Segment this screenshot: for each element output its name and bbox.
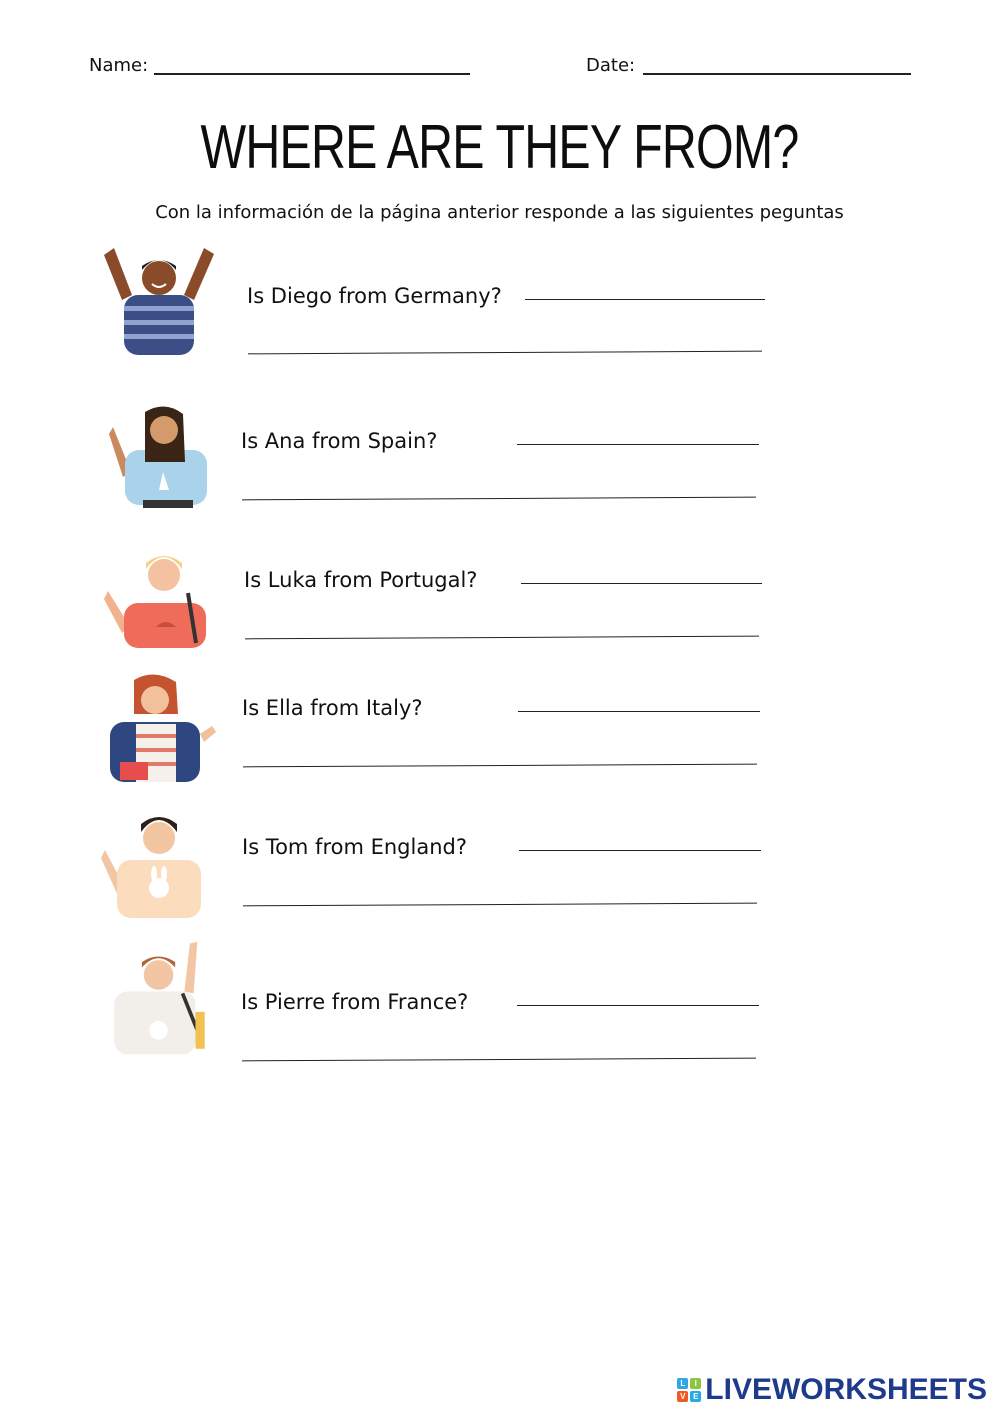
boy-waving-bunny-shirt-icon <box>95 808 225 928</box>
answer-long-field[interactable] <box>242 1058 756 1062</box>
name-field[interactable] <box>154 73 470 75</box>
answer-long-field[interactable] <box>248 351 762 355</box>
boy-waving-striped-shirt-icon <box>94 240 224 360</box>
answer-short-field[interactable] <box>525 299 765 300</box>
answer-short-field[interactable] <box>521 583 762 584</box>
boy-waving-red-shirt-icon <box>96 543 226 663</box>
answer-short-field[interactable] <box>517 444 759 445</box>
answer-short-field[interactable] <box>519 850 761 851</box>
question-text: Is Ella from Italy? <box>242 696 423 720</box>
answer-short-field[interactable] <box>518 711 760 712</box>
question-text: Is Diego from Germany? <box>247 284 502 308</box>
answer-short-field[interactable] <box>517 1005 759 1006</box>
liveworksheets-icon: L I V E <box>677 1378 701 1402</box>
boy-waving-white-shirt-icon <box>100 938 230 1058</box>
instructions-text: Con la información de la página anterior responde a las siguientes peguntas <box>155 202 844 223</box>
brand-text: LIVEWORKSHEETS <box>705 1373 987 1406</box>
answer-long-field[interactable] <box>243 764 757 768</box>
question-text: Is Pierre from France? <box>241 990 469 1014</box>
date-field[interactable] <box>643 73 911 75</box>
liveworksheets-logo <box>677 1373 987 1407</box>
girl-with-books-icon <box>100 672 230 792</box>
girl-waving-blue-shirt-icon <box>95 402 225 522</box>
answer-long-field[interactable] <box>243 903 757 907</box>
question-text: Is Tom from England? <box>242 835 467 859</box>
page-title: WHERE ARE THEY FROM? <box>200 113 799 182</box>
name-label: Name: <box>89 55 149 76</box>
question-text: Is Ana from Spain? <box>241 429 438 453</box>
answer-long-field[interactable] <box>242 497 756 501</box>
answer-long-field[interactable] <box>245 636 759 640</box>
question-text: Is Luka from Portugal? <box>244 568 478 592</box>
date-label: Date: <box>586 55 636 76</box>
